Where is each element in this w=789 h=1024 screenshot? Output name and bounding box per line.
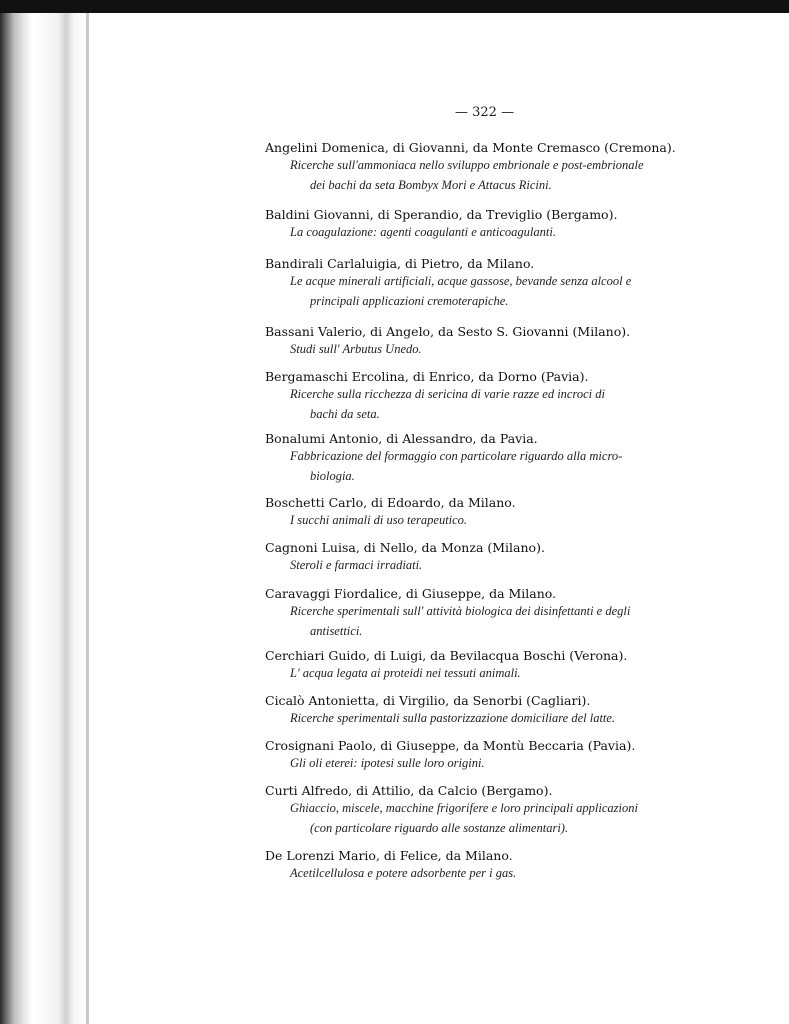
list-item [265, 693, 765, 728]
thesis-title-continuation: dei bachi da seta Bombyx Mori e Attacus Ricini. [310, 178, 552, 192]
entry-thesis-title [265, 510, 765, 530]
entry-thesis-title [265, 798, 765, 838]
list-item [265, 207, 765, 242]
list-item [265, 431, 765, 486]
list-item [265, 369, 765, 424]
entry-thesis-title [265, 446, 765, 486]
entry-thesis-title [265, 339, 765, 359]
entry-author: Crosignani Paolo, di Giuseppe, da Montù Beccaria (Pavia). [265, 738, 636, 753]
entry-thesis-title [265, 384, 765, 424]
entry-author: Bandirali Carlaluigia, di Pietro, da Milano. [265, 256, 535, 271]
entry-author: Caravaggi Fiordalice, di Giuseppe, da Milano. [265, 586, 557, 601]
entry-thesis-title [265, 555, 765, 575]
thesis-title-line: Acetilcellulosa e potere adsorbente per i gas. [290, 866, 517, 880]
thesis-title-continuation: (con particolare riguardo alle sostanze alimentari). [310, 821, 569, 835]
entry-thesis-title [265, 222, 765, 242]
thesis-title-continuation: bachi da seta. [310, 407, 380, 421]
list-item [265, 256, 765, 311]
thesis-title-line: Le acque minerali artificiali, acque gassose, bevande senza alcool e [290, 274, 632, 288]
thesis-title-continuation: biologia. [310, 469, 355, 483]
thesis-title-continuation: antisettici. [310, 624, 363, 638]
page-number: — 322 — [455, 105, 515, 120]
list-item [265, 648, 765, 683]
list-item [265, 586, 765, 641]
thesis-title-line: Ricerche sperimentali sulla pastorizzazione domiciliare del latte. [290, 711, 616, 725]
scan-top-border [0, 0, 789, 13]
thesis-title-line: Studi sull' Arbutus Unedo. [290, 342, 422, 356]
entry-thesis-title [265, 863, 765, 883]
thesis-title-line: L' acqua legata ai proteidi nei tessuti animali. [290, 666, 521, 680]
entry-author: Baldini Giovanni, di Sperandio, da Treviglio (Bergamo). [265, 207, 618, 222]
book-binding-edge [0, 0, 92, 1024]
entry-author: Bergamaschi Ercolina, di Enrico, da Dorno (Pavia). [265, 369, 589, 384]
thesis-title-line: La coagulazione: agenti coagulanti e anticoagulanti. [290, 225, 556, 239]
thesis-title-line: I succhi animali di uso terapeutico. [290, 513, 468, 527]
entry-thesis-title [265, 601, 765, 641]
thesis-title-line: Fabbricazione del formaggio con particolare riguardo alla micro- [290, 449, 623, 463]
thesis-title-line: Steroli e farmaci irradiati. [290, 558, 423, 572]
entry-author: Cerchiari Guido, di Luigi, da Bevilacqua Boschi (Verona). [265, 648, 628, 663]
entry-author: Cagnoni Luisa, di Nello, da Monza (Milano). [265, 540, 545, 555]
thesis-title-line: Ricerche sperimentali sull' attività biologica dei disinfettanti e degli [290, 604, 631, 618]
entry-thesis-title [265, 271, 765, 311]
entry-author: Boschetti Carlo, di Edoardo, da Milano. [265, 495, 516, 510]
entry-author: Bassani Valerio, di Angelo, da Sesto S. Giovanni (Milano). [265, 324, 631, 339]
list-item [265, 783, 765, 838]
entry-author: Angelini Domenica, di Giovanni, da Monte Cremasco (Cremona). [265, 140, 676, 155]
list-item [265, 324, 765, 359]
list-item [265, 495, 765, 530]
entry-author: Cicalò Antonietta, di Virgilio, da Senorbi (Cagliari). [265, 693, 591, 708]
entry-thesis-title [265, 155, 765, 195]
list-item [265, 540, 765, 575]
list-item [265, 140, 765, 195]
thesis-title-line: Ricerche sull'ammoniaca nello sviluppo embrionale e post-embrionale [290, 158, 644, 172]
list-item [265, 848, 765, 883]
entry-thesis-title [265, 663, 765, 683]
thesis-title-line: Gli oli eterei: ipotesi sulle loro origini. [290, 756, 485, 770]
thesis-title-line: Ricerche sulla ricchezza di sericina di varie razze ed incroci di [290, 387, 605, 401]
page-fold-line [86, 10, 89, 1024]
entry-author: Curti Alfredo, di Attilio, da Calcio (Bergamo). [265, 783, 553, 798]
thesis-title-continuation: principali applicazioni cremoterapiche. [310, 294, 509, 308]
thesis-title-line: Ghiaccio, miscele, macchine frigorifere e loro principali applicazioni [290, 801, 638, 815]
list-item [265, 738, 765, 773]
entry-author: De Lorenzi Mario, di Felice, da Milano. [265, 848, 513, 863]
entry-thesis-title [265, 753, 765, 773]
entry-author: Bonalumi Antonio, di Alessandro, da Pavia. [265, 431, 538, 446]
entry-thesis-title [265, 708, 765, 728]
